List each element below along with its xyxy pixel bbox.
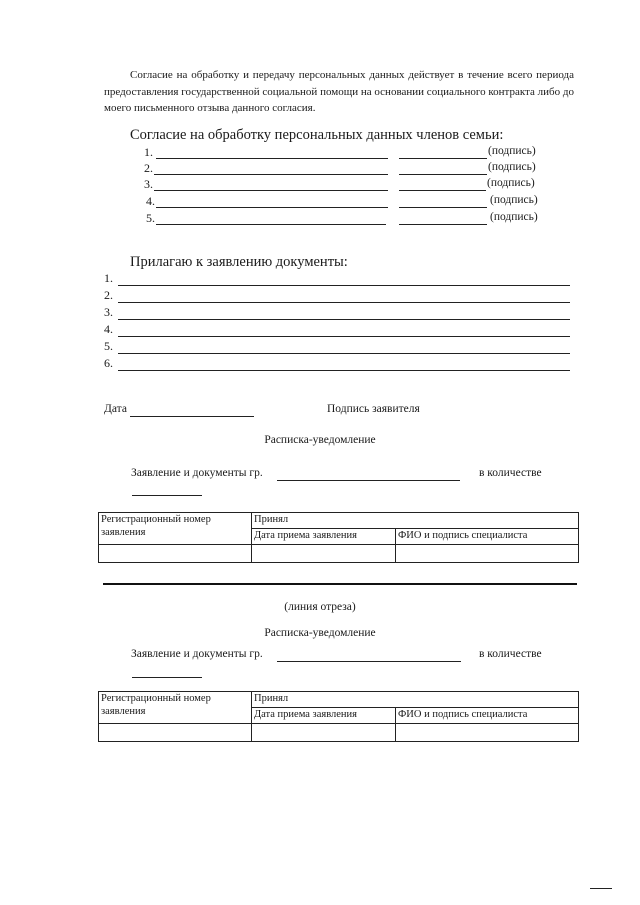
reg-number-cell[interactable] — [99, 545, 252, 563]
quantity-field[interactable] — [132, 677, 202, 678]
document-row-number: 4. — [104, 322, 113, 336]
document-field[interactable] — [118, 285, 570, 286]
family-name-field[interactable] — [156, 158, 388, 159]
signature-caption: (подпись) — [487, 177, 535, 189]
cut-line — [103, 583, 577, 585]
receipt-title: Расписка-уведомление — [264, 627, 376, 639]
reg-number-header: Регистрационный номер заявления — [99, 692, 252, 724]
date-received-header: Дата приема заявления — [252, 708, 396, 724]
cut-line-label: (линия отреза) — [284, 601, 356, 613]
family-signature-field[interactable] — [399, 224, 487, 225]
document-row-number: 6. — [104, 356, 113, 370]
date-field[interactable] — [130, 416, 254, 417]
document-field[interactable] — [118, 336, 570, 337]
accepted-header: Принял — [252, 513, 579, 529]
family-signature-field[interactable] — [399, 158, 487, 159]
signature-caption: (подпись) — [490, 194, 538, 206]
reg-number-header: Регистрационный номер заявления — [99, 513, 252, 545]
signature-caption: (подпись) — [488, 161, 536, 173]
family-signature-field[interactable] — [399, 207, 487, 208]
signature-caption: (подпись) — [488, 145, 536, 157]
quantity-label: в количестве — [479, 467, 542, 479]
registration-table — [98, 512, 579, 563]
document-row-number: 5. — [104, 339, 113, 353]
document-row-number: 3. — [104, 305, 113, 319]
family-name-field[interactable] — [154, 174, 388, 175]
reg-number-cell[interactable] — [99, 724, 252, 742]
specialist-cell[interactable] — [396, 724, 579, 742]
document-field[interactable] — [118, 319, 570, 320]
documents-title: Прилагаю к заявлению документы: — [130, 254, 348, 270]
document-row-number: 1. — [104, 271, 113, 285]
accepted-header: Принял — [252, 692, 579, 708]
family-row-number: 2. — [144, 161, 153, 175]
registration-table — [98, 691, 579, 742]
document-field[interactable] — [118, 370, 570, 371]
family-signature-field[interactable] — [399, 174, 487, 175]
document-field[interactable] — [118, 302, 570, 303]
statement-label: Заявление и документы гр. — [131, 467, 263, 479]
family-row-number: 4. — [146, 194, 155, 208]
quantity-field[interactable] — [132, 495, 202, 496]
applicant-name-field[interactable] — [277, 480, 460, 481]
family-signature-field[interactable] — [399, 190, 486, 191]
date-label: Дата — [104, 403, 127, 415]
document-row-number: 2. — [104, 288, 113, 302]
family-name-field[interactable] — [156, 224, 386, 225]
family-row-number: 3. — [144, 177, 153, 191]
page-mark — [590, 888, 612, 889]
family-name-field[interactable] — [154, 190, 388, 191]
consent-paragraph: Согласие на обработку и передачу персональных данных действует в течение всего периода предоставления государственной социальной помощи на основании социального контракта либо до моего письменного отзыва данного согласия. — [104, 69, 574, 114]
date-received-cell[interactable] — [252, 724, 396, 742]
applicant-signature-label: Подпись заявителя — [327, 403, 420, 415]
signature-caption: (подпись) — [490, 211, 538, 223]
family-row-number: 5. — [146, 211, 155, 225]
family-name-field[interactable] — [156, 207, 388, 208]
family-row-number: 1. — [144, 145, 153, 159]
quantity-label: в количестве — [479, 648, 542, 660]
receipt-title: Расписка-уведомление — [264, 434, 376, 446]
applicant-name-field[interactable] — [277, 661, 461, 662]
specialist-header: ФИО и подпись специалиста — [396, 529, 579, 545]
date-received-cell[interactable] — [252, 545, 396, 563]
statement-label: Заявление и документы гр. — [131, 648, 263, 660]
document-field[interactable] — [118, 353, 570, 354]
specialist-header: ФИО и подпись специалиста — [396, 708, 579, 724]
specialist-cell[interactable] — [396, 545, 579, 563]
family-consent-title: Согласие на обработку персональных данных членов семьи: — [130, 127, 504, 143]
date-received-header: Дата приема заявления — [252, 529, 396, 545]
